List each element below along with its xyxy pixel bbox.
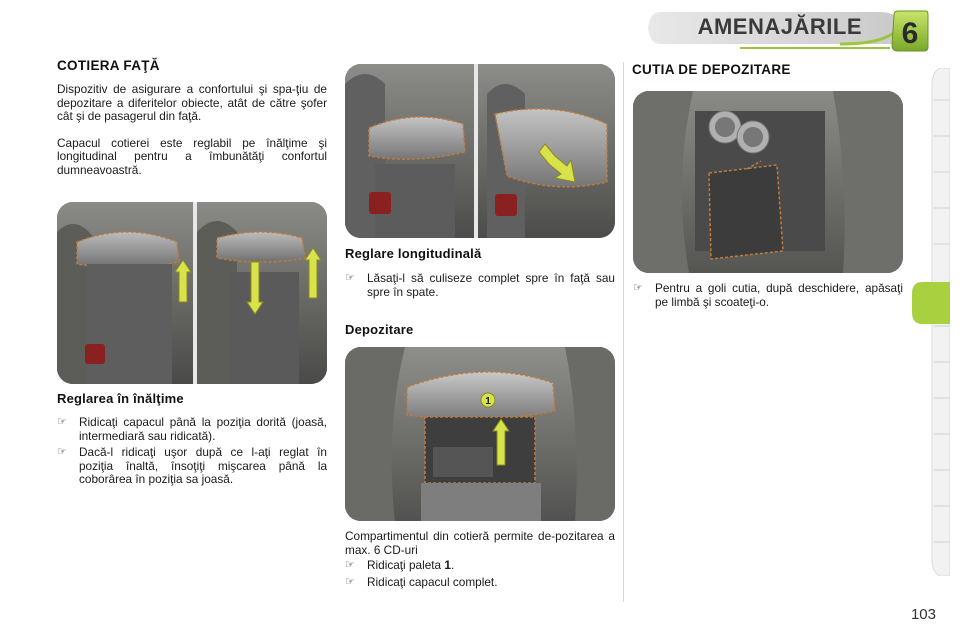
height-adjust-block: [57, 391, 327, 487]
storage-block: [345, 530, 615, 589]
storage-title-block: [345, 322, 615, 337]
height-bullet: ☞ Ridicaţi capacul până la poziţia dorită (joasă, intermediară sau ridicată).: [57, 415, 327, 443]
storage-bullet: ☞ Ridicaţi paleta 1.: [345, 558, 455, 572]
marker-number-1: 1: [485, 396, 491, 407]
longitudinal-bullet: ☞ Lăsaţi-l să culiseze complet spre în faţă sau spre în spate.: [345, 271, 615, 299]
column-left: [57, 58, 327, 177]
pointing-hand-icon: ☞: [345, 559, 355, 571]
longitudinal-block: [345, 246, 615, 299]
pointing-hand-icon: ☞: [345, 575, 355, 588]
page-header: [0, 0, 960, 60]
intro-paragraph-1: Dispozitiv de asigurare a confortului şi spa-ţiu de depozitare a diferitelor obiecte, atât de către şofer cât şi de pasagerul din faţă.: [57, 82, 327, 123]
chapter-badge: [890, 9, 930, 53]
armrest-longitudinal-photo: [345, 64, 615, 238]
section-title-storage-box: CUTIA DE DEPOZITARE: [632, 62, 791, 77]
longitudinal-title: Reglare longitudinală: [345, 246, 482, 261]
storage-title: Depozitare: [345, 322, 414, 337]
storage-box-photo: [633, 91, 903, 273]
height-adjust-title: Reglarea în înălţime: [57, 391, 184, 406]
pointing-hand-icon: ☞: [57, 416, 67, 428]
column-divider: [623, 62, 624, 602]
intro-paragraph-2: Capacul cotierei este reglabil pe înălţime şi longitudinal pentru a îmbunătăţi confortul dumneavoastră.: [57, 135, 327, 177]
section-title-front-armrest: COTIERA FAŢĂ: [57, 58, 160, 73]
chapter-title: AMENAJĂRILE: [697, 14, 862, 39]
pointing-hand-icon: ☞: [345, 272, 355, 284]
pointing-hand-icon: ☞: [633, 282, 643, 294]
storage-bullet: ☞ Ridicaţi capacul complet.: [345, 574, 498, 589]
armrest-storage-photo: [345, 347, 615, 521]
storage-paragraph: Compartimentul din cotieră permite de-pozitarea a max. 6 CD-uri: [345, 529, 615, 557]
chapter-tab-active[interactable]: [910, 282, 950, 324]
armrest-height-photo: [57, 202, 327, 384]
storage-box-block: [633, 282, 903, 309]
page-number: 103: [910, 606, 936, 623]
pointing-hand-icon: ☞: [57, 446, 67, 458]
storage-box-bullet: ☞ Pentru a goli cutia, după deschidere, apăsaţi pe limbă şi scoateţi-o.: [633, 281, 903, 309]
column-right: [632, 58, 904, 87]
chapter-number: 6: [901, 17, 919, 50]
height-bullet: ☞ Dacă-l ridicaţi uşor după ce l-aţi reglat în poziţia înaltă, însoţiţi mişcarea până la coborârea în poziţia sa joasă.: [57, 445, 327, 486]
